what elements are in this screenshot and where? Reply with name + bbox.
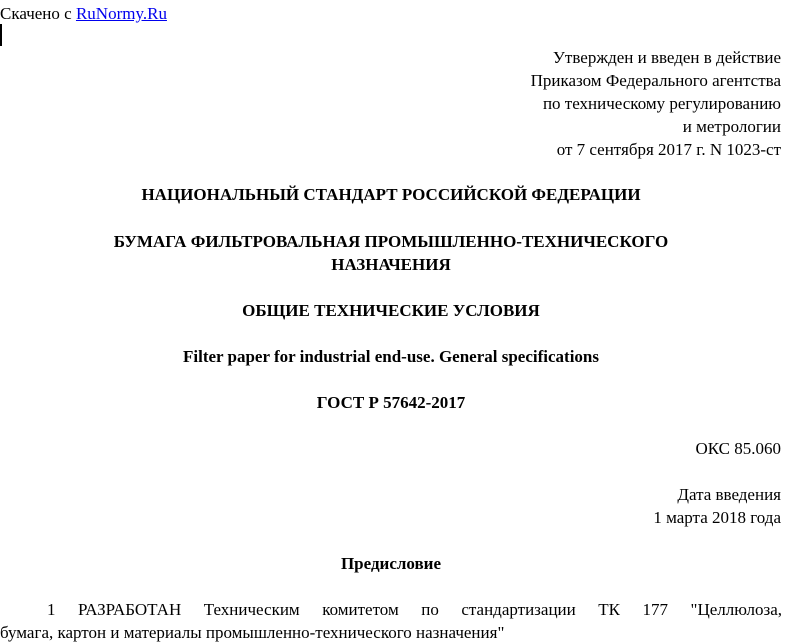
runormy-link[interactable]: RuNormy.Ru: [75, 4, 167, 23]
standard-code: ГОСТ Р 57642-2017: [316, 393, 466, 412]
preface-heading: Предисловие: [340, 554, 442, 573]
approval-line: и метрологии: [682, 117, 781, 136]
approval-line: Приказом Федерального агентства: [530, 71, 781, 90]
introduction-label: Дата введения: [677, 485, 781, 504]
approval-line: от 7 сентября 2017 г. N 1023-ст: [556, 140, 781, 159]
preface-item-1: [0, 598, 782, 644]
approval-line: по техническому регулированию: [542, 94, 781, 113]
preface-item-1-line-1: 1 РАЗРАБОТАН Техническим комитетом по стандартизации ТК 177 "Целлюлоза,: [47, 600, 782, 619]
text-cursor: [0, 24, 2, 46]
english-title: Filter paper for industrial end-use. General specifications: [182, 347, 599, 366]
document-title-line-2: НАЗНАЧЕНИЯ: [331, 255, 451, 274]
source-prefix: Скачено с: [0, 4, 76, 23]
approval-block: [531, 46, 781, 161]
introduction-date: 1 марта 2018 года: [653, 508, 781, 527]
document-title-line-1: БУМАГА ФИЛЬТРОВАЛЬНАЯ ПРОМЫШЛЕННО-ТЕХНИЧЕСКОГО: [113, 232, 669, 251]
oks-code: ОКС 85.060: [695, 439, 781, 458]
source-line: [0, 2, 167, 25]
national-standard-title: НАЦИОНАЛЬНЫЙ СТАНДАРТ РОССИЙСКОЙ ФЕДЕРАЦИИ: [141, 185, 641, 204]
approval-line: Утвержден и введен в действие: [552, 48, 781, 67]
preface-item-1-line-2: бумага, картон и материалы промышленно-технического назначения": [0, 623, 505, 642]
document-subtitle: ОБЩИЕ ТЕХНИЧЕСКИЕ УСЛОВИЯ: [242, 301, 540, 320]
